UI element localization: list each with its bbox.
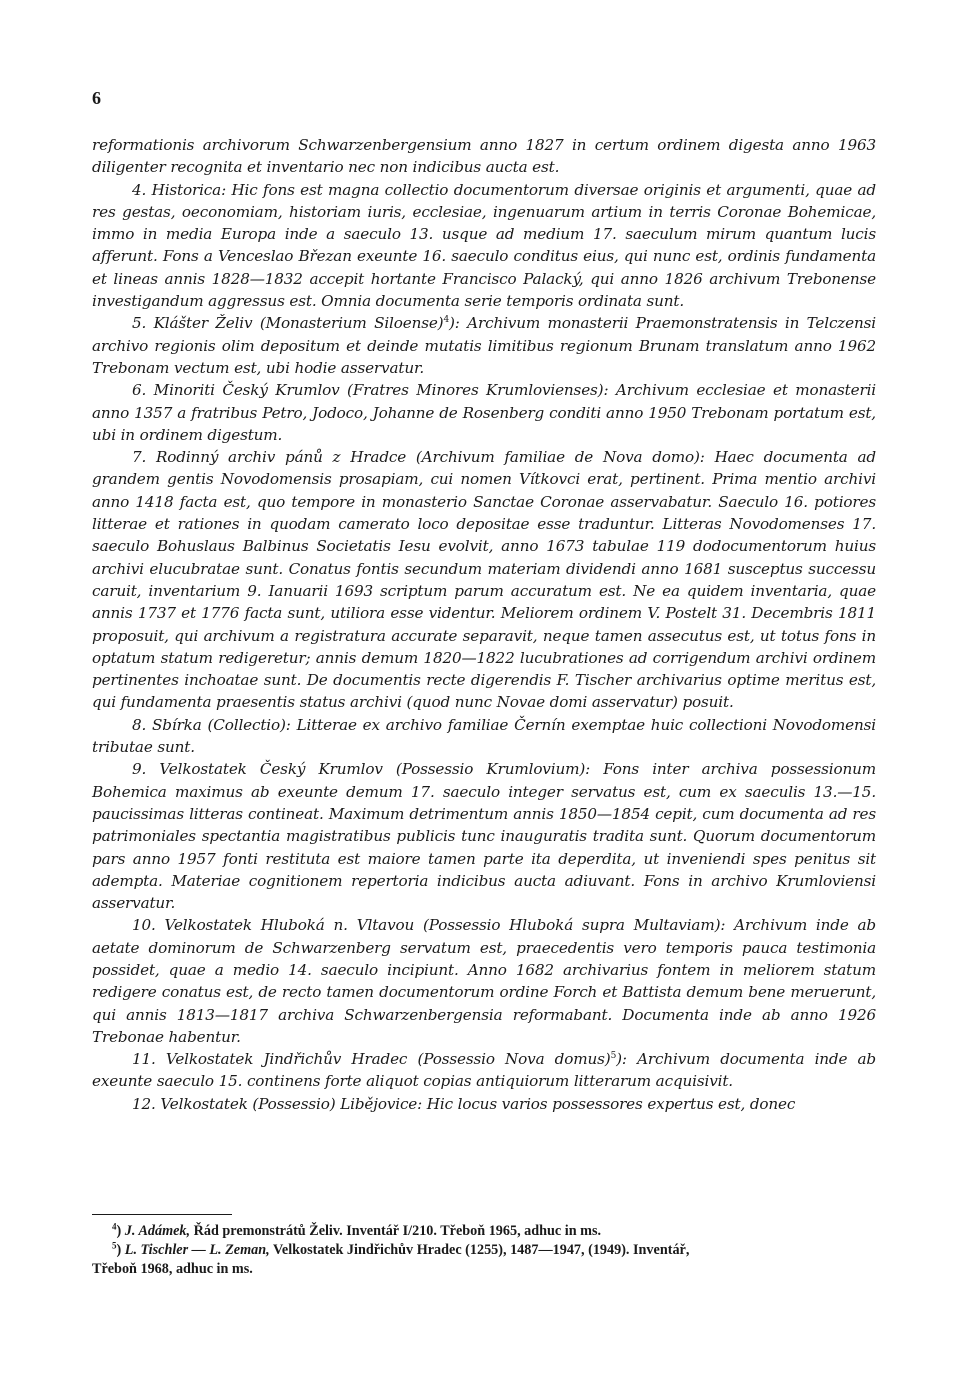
paragraph-cesky-krumlov: 9. Velkostatek Český Krumlov (Possessio Krumlovium): Fons inter archiva possessionum Bohemica maximus ab exeunte demum 17. saeculo integer servatus est, cum ex saeculis 13.—15. paucissimas litteras contineat. Maximum detrimentum annis 1850—1854 cepit, cum documenta ad res patrimoniales spectantia magistratibus publicis tunc inauguratis tradita sunt. Quorum documentorum pars anno 1957 fonti restituta est maiore tamen parte ita deperdita, ut inveniendi spes penitus sit adempta. Materiae cognitionem repertoria indicibus aucta adiuvant. Fons in archivo Krumloviensi asservatur.	[92, 760, 876, 913]
footnote-5: $^5$) L. Tischler — L. Zeman, Velkostatek Jindřichův Hradec (1255), 1487—1947, (1949). Inventář,	[112, 1240, 690, 1258]
footnote-4-author: J. Adámek,	[124, 1223, 191, 1239]
footnote-4: $^4$) J. Adámek, Řád premonstrátů Želiv. Inventář I/210. Třeboň 1965, adhuc in ms.	[112, 1221, 602, 1239]
paragraph-jh-start: 11. Velkostatek Jindřichův Hradec (Possessio Nova domus)	[132, 1050, 611, 1069]
paragraph-rodinny-archiv: 7. Rodinný archiv pánů z Hradce (Archivum familiae de Nova domo): Haec documenta ad grandem gentis Novodomensis prosapiam, cui nomen Vítkovci erat, pertinent. Prima mentio archivi anno 1418 facta est, quo tempore in monasterio Sanctae Coronae asservabatur. Saeculo 16. potiores litterae et rationes in quodam camerato loco depositae esse traduntur. Litteras Novodomenses 17. saeculo Bohuslaus Balbinus Societatis Iesu evolvit, anno 1673 tabulae 119 dodocumentorum huius archivi elucubratae sunt. Conatus fontis secundum materiam dividendi anno 1681 susceptus successu caruit, inventarium 9. Ianuarii 1693 scriptum parum accuratum est. Ne ea quidem inventaria, quae annis 1737 et 1776 facta sunt, utiliora esse videntur. Meliorem ordinem V. Postelt 31. Decembris 1811 proposuit, qui archivum a registratura accurate separavit, neque tamen assecutus est, ut totus fons in optatum statum redigeretur; annis demum 1820—1822 lucubrationes ad corrigendum archivi ordinem pertinentes inchoatae sunt. De documentis recte digerendis F. Tischer archivarius optime meritus est, qui fundamenta praesentis status archivi (quod nunc Novae domi asservatur) posuit.	[92, 448, 876, 712]
paragraph-historica: 4. Historica: Hic fons est magna collectio documentorum diversae originis et argumenti, quae ad res gestas, oeconomiam, historiam iuris, ecclesiae, ingenuarum artium in terris Coronae Bohemicae, immo in media Europa inde a saeculo 13. usque ad medium 17. saeculum mirum quantum lucis afferunt. Fons a Venceslao Březan exeunte 16. saeculo conditus eius, qui nunc est, ordinis fundamenta et lineas annis 1828—1832 accepit hortante Francisco Palacký, qui anno 1826 archivum Trebonense investigandum aggressus est. Omnia documenta serie temporis ordinata sunt.	[92, 180, 876, 311]
footnote-separator	[92, 1214, 232, 1215]
paragraph-zeliv-rest: ): Archivum monasterii Praemonstratensis in Telczensi archivo regionis olim depositum et deinde mutatis limitibus regionum Brunam translatum anno 1962 Trebonam vectum est, ubi hodie asservatur.	[92, 314, 876, 377]
page-number: 6	[92, 88, 101, 108]
paragraph-minoriti: 6. Minoriti Český Krumlov (Fratres Minores Krumlovienses): Archivum ecclesiae et monasterii anno 1357 a fratribus Petro, Jodoco, Johanne de Rosenberg conditi anno 1950 Trebonam portatum est, ubi in ordinem digestum.	[92, 381, 876, 444]
footnote-mark-4: 4	[112, 1221, 117, 1232]
paragraph-zeliv	[92, 312, 876, 379]
paragraph-zeliv-start: 5. Klášter Želiv (Monasterium Siloense)	[132, 314, 444, 333]
paragraph-sbirka: 8. Sbírka (Collectio): Litterae ex archivo familiae Černín exemptae huic collectioni Novodomensi tributae sunt.	[92, 715, 876, 757]
footnote-ref-5: 5	[610, 1051, 617, 1062]
paragraph-jh-rest: ): Archivum documenta inde ab exeunte saeculo 15. continens forte aliquot copias antiquiorum litterarum acquisivit.	[92, 1050, 876, 1091]
footnote-5-continued: Třeboň 1968, adhuc in ms.	[92, 1261, 253, 1277]
footnote-5-text: Velkostatek Jindřichův Hradec (1255), 1487—1947, (1949). Inventář,	[269, 1242, 690, 1258]
footnote-ref-4: 4	[443, 315, 450, 326]
paragraph-hluboka: 10. Velkostatek Hluboká n. Vltavou (Possessio Hluboká supra Multaviam): Archivum inde ab aetate dominorum de Schwarzenberg servatum est, praecedentis vero temporis pauca testimonia possidet, quae a medio 14. saeculo incipiunt. Anno 1682 archivarius fontem in meliorem statum redigere conatus est, de recto tamen documentorum ordine Forch et Battista demum bene meruerunt, qui annis 1813—1817 archiva Schwarzenbergensia reformabant. Documenta inde ab anno 1926 Trebonae habentur.	[92, 916, 876, 1046]
paragraph-1: reformationis archivorum Schwarzenbergensium anno 1827 in certum ordinem digesta anno 1963 diligenter recognita et inventario nec non indicibus aucta est.	[92, 136, 876, 177]
paragraph-jindrichuv-hradec	[92, 1048, 876, 1093]
footnote-5-author: L. Tischler — L. Zeman,	[124, 1242, 270, 1258]
footnote-4-text: Řád premonstrátů Želiv. Inventář I/210. Třeboň 1965, adhuc in ms.	[190, 1223, 602, 1239]
footnotes	[92, 1222, 876, 1279]
main-text	[92, 134, 876, 1115]
paragraph-libejovice: 12. Velkostatek (Possessio) Libějovice: Hic locus varios possessores expertus est, donec	[132, 1094, 796, 1113]
footnote-mark-5: 5	[112, 1240, 117, 1251]
